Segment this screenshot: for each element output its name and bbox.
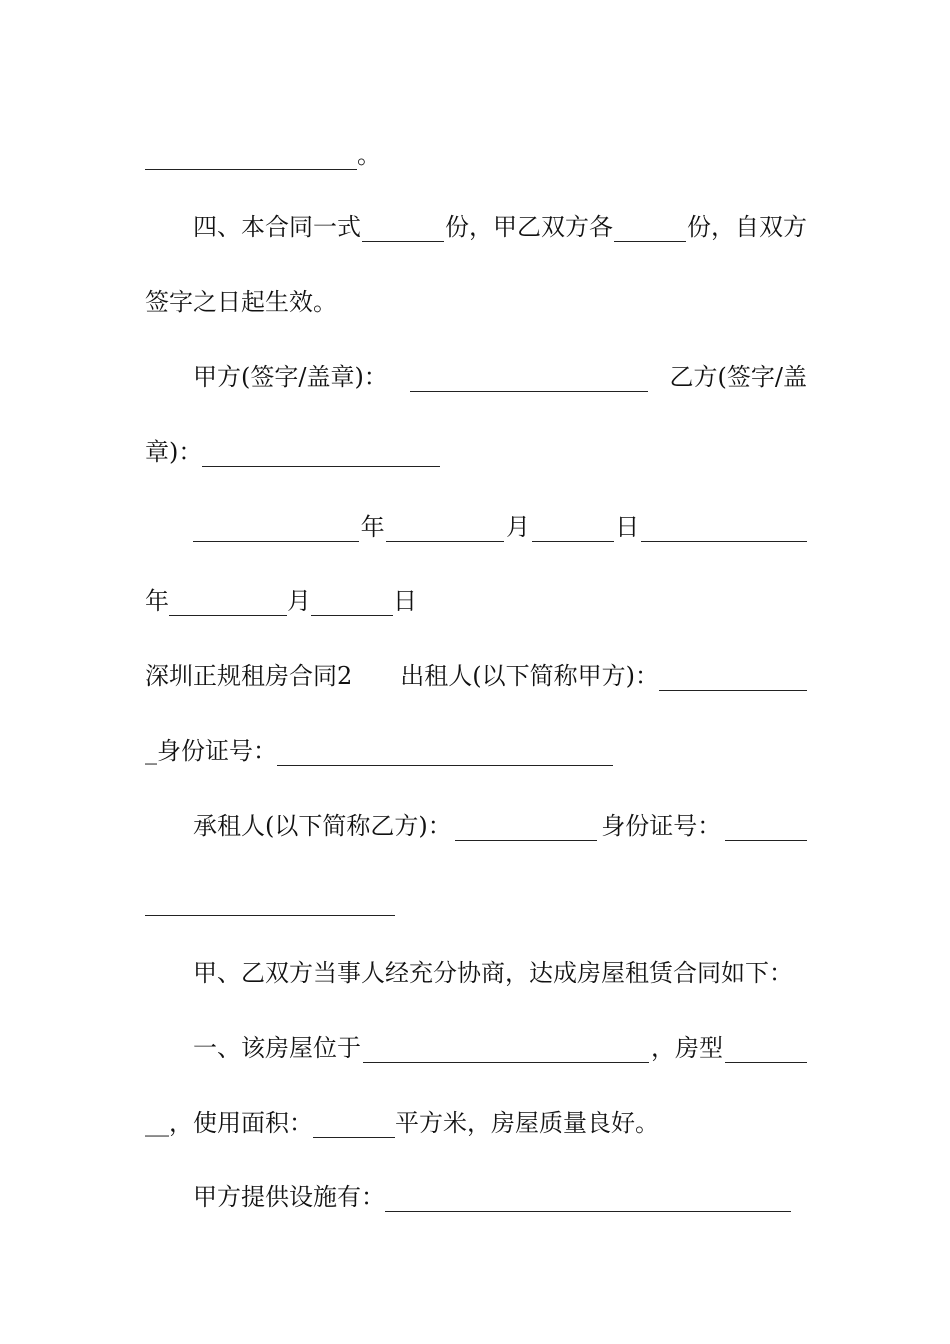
clause-four-text-a: 四、本合同一式 xyxy=(193,213,361,241)
party-a-signature-label: 甲方(签字/盖章)： xyxy=(193,363,388,391)
house-type-blank xyxy=(725,1040,807,1063)
house-type-label: ，房型 xyxy=(651,1034,723,1062)
year-label-2: 年 xyxy=(145,587,169,615)
party-b-signature-label-end: 章)： xyxy=(145,438,203,466)
month-label-2: 月 xyxy=(287,587,311,615)
copies-total-blank xyxy=(362,219,444,242)
party-b-signature-blank xyxy=(202,444,440,467)
day-label-2: 日 xyxy=(393,587,417,615)
effective-text-label: 签字之日起生效。 xyxy=(145,288,337,316)
facilities-line xyxy=(193,1182,807,1212)
location-blank xyxy=(363,1040,649,1063)
lessor-id-line xyxy=(145,736,807,766)
party-a-signature-blank xyxy=(410,369,648,392)
location-label: 一、该房屋位于 xyxy=(193,1034,361,1062)
year-blank-2 xyxy=(641,519,807,542)
lessee-id-blank xyxy=(725,818,807,841)
clause-four-text-c: 份，自双方 xyxy=(687,213,807,241)
lessor-blank xyxy=(659,668,807,691)
lessee-id-blank-2 xyxy=(145,893,395,916)
facilities-label: 甲方提供设施有： xyxy=(193,1183,385,1211)
blank-field xyxy=(145,147,357,170)
party-b-signature-line xyxy=(145,437,807,467)
month-blank-2 xyxy=(169,593,287,616)
area-line xyxy=(145,1108,807,1138)
contract-2-header-line xyxy=(145,661,807,691)
clause-four-copies xyxy=(193,212,807,242)
line-signature-blank-end xyxy=(145,140,807,170)
lessee-label: 承租人(以下简称乙方)： xyxy=(193,812,452,840)
month-label: 月 xyxy=(505,513,530,541)
party-a-date-line xyxy=(193,512,807,542)
party-a-signature-line xyxy=(193,362,807,392)
day-label: 日 xyxy=(615,513,640,541)
clause-four-text-b: 份，甲乙双方各 xyxy=(445,213,613,241)
year-blank xyxy=(193,519,359,542)
lessee-id-label: 身份证号： xyxy=(601,812,722,840)
lessee-id-continued-line xyxy=(145,886,807,916)
month-blank xyxy=(386,519,504,542)
lessor-id-blank xyxy=(277,743,613,766)
area-unit-text: 平方米，房屋质量良好。 xyxy=(395,1109,659,1137)
copies-each-blank xyxy=(614,219,686,242)
party-b-signature-label: 乙方(签字/盖 xyxy=(669,363,807,391)
area-blank xyxy=(313,1115,395,1138)
party-b-date-line xyxy=(145,586,807,616)
day-blank-2 xyxy=(311,593,393,616)
lessor-id-label: _身份证号： xyxy=(145,737,277,765)
agreement-intro xyxy=(193,958,807,988)
effective-text xyxy=(145,287,807,317)
period: 。 xyxy=(357,141,381,169)
contract-title: 深圳正规租房合同2 xyxy=(145,662,353,690)
year-label: 年 xyxy=(360,513,385,541)
lessee-line xyxy=(193,811,807,841)
lessor-label: 出租人(以下简称甲方)： xyxy=(400,662,660,690)
clause-one-location-line xyxy=(193,1033,807,1063)
area-label: __，使用面积： xyxy=(145,1109,313,1137)
lessee-blank xyxy=(455,818,597,841)
agreement-intro-text: 甲、乙双方当事人经充分协商，达成房屋租赁合同如下： xyxy=(193,959,793,987)
facilities-blank xyxy=(385,1189,791,1212)
day-blank xyxy=(532,519,614,542)
